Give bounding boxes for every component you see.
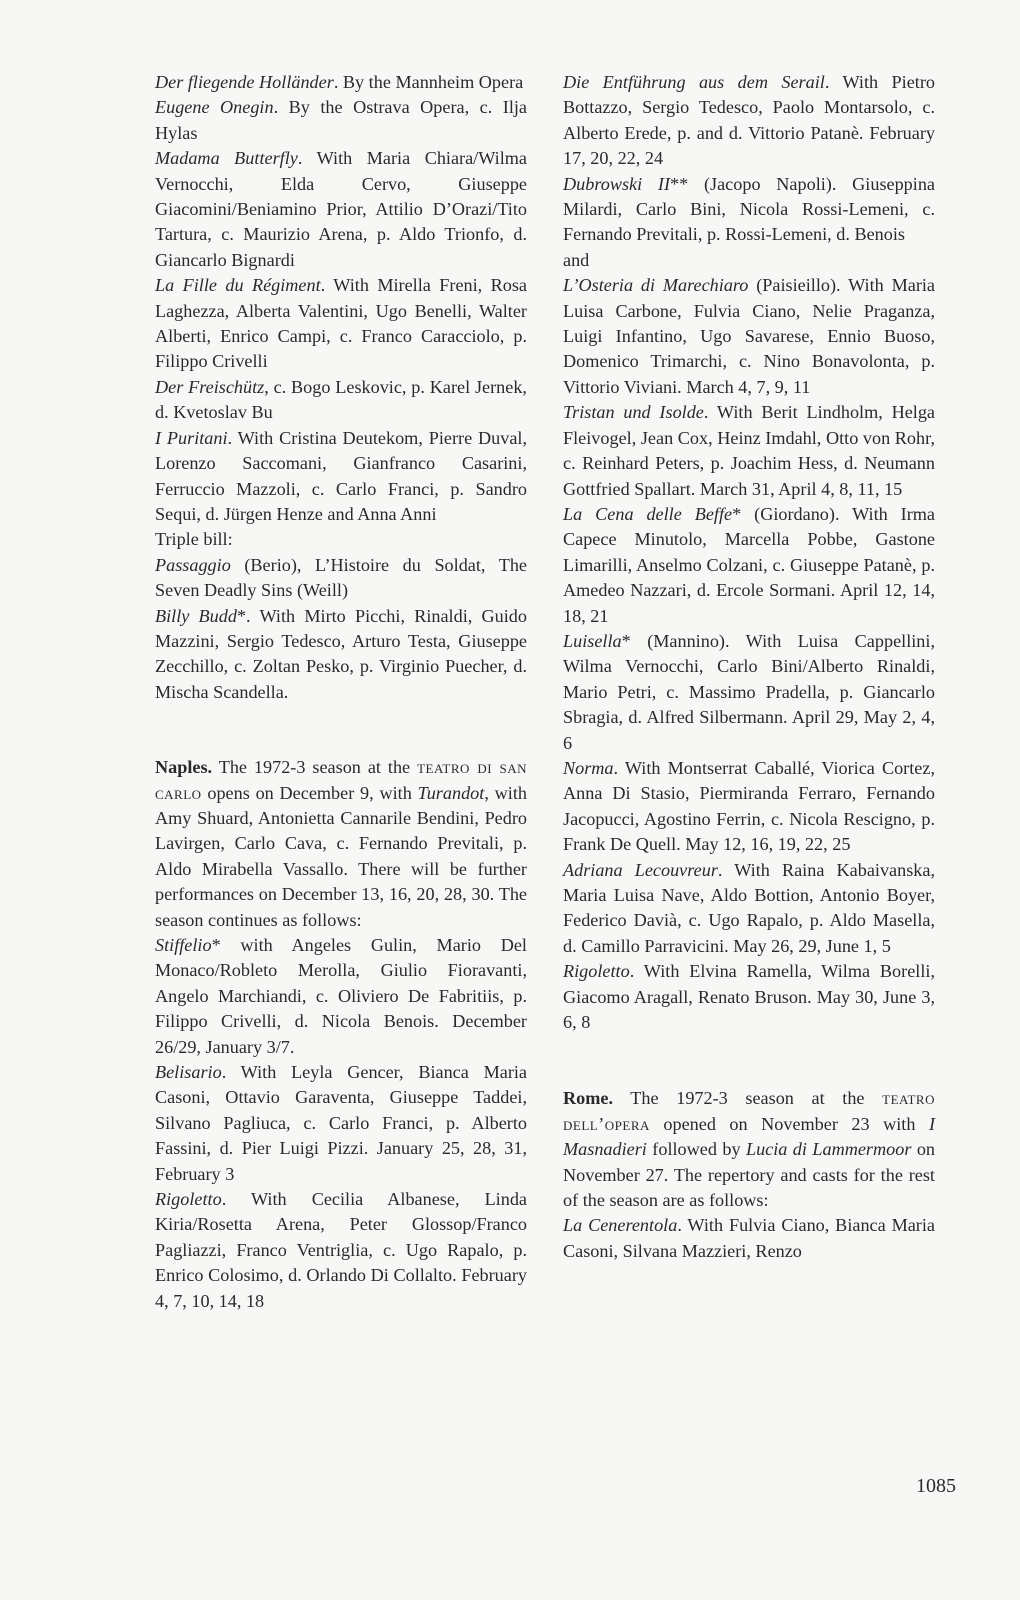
entry-text: . With Cristina Deutekom, Pierre Duval, Lorenzo Saccomani, Gianfranco Casarini, Ferruccio Mazzoli, c. Carlo Franci, p. Sandro Sequi, d. Jürgen Henze and Anna Anni: [155, 427, 527, 524]
entry-rigoletto-naples-1: [155, 1187, 527, 1314]
entry-text: ** (Jacopo Napoli). Giuseppina Milardi, Carlo Bini, Nicola Rossi-Lemeni, c. Fernando Previtali, p. Rossi-Lemeni, d. Benois: [563, 173, 935, 245]
entry-rigoletto-naples-2: [563, 959, 935, 1035]
section-gap: [563, 1035, 935, 1086]
entry-la-fille-du-regiment: [155, 273, 527, 375]
opera-title: Luisella: [563, 630, 622, 651]
opera-title: Norma: [563, 757, 614, 778]
opera-title: I Puritani: [155, 427, 228, 448]
entry-adriana-lecouvreur: [563, 858, 935, 960]
opera-title: Passaggio: [155, 554, 231, 575]
entry-i-puritani: [155, 426, 527, 528]
opera-title: Eugene Onegin: [155, 97, 274, 118]
entry-die-entfuhrung: [563, 70, 935, 172]
opera-title: Rigoletto: [155, 1189, 222, 1210]
opera-title: Lucia di Lammermoor: [745, 1139, 912, 1160]
entry-text: . With Pietro Bottazzo, Sergio Tedesco, Paolo Montarsolo, c. Alberto Erede, p. and d. Vittorio Patanè. February 17, 20, 22, 24: [563, 72, 935, 169]
entry-text: , c. Bogo Leskovic, p. Karel Jernek, d. Kvetoslav Bu: [155, 376, 527, 423]
intro-text: opens on December 9, with: [201, 782, 418, 803]
intro-text: on November 27. The repertory and casts for the rest of the season are as follows:: [563, 1139, 936, 1211]
entry-billy-budd: [155, 604, 527, 706]
entry-der-freischutz: [155, 375, 527, 426]
intro-text: followed by: [646, 1139, 746, 1160]
entry-la-cena-delle-beffe: [563, 502, 935, 629]
left-column: [155, 70, 527, 1314]
entry-text: *. With Mirto Picchi, Rinaldi, Guido Mazzini, Sergio Tedesco, Arturo Testa, Giuseppe Zecchillo, c. Zoltan Pesko, p. Virginio Puecher, d. Mischa Scandella.: [155, 605, 527, 702]
entry-norma: [563, 756, 935, 858]
entry-losteria-di-marechiaro: [563, 273, 935, 400]
entry-stiffelio: [155, 933, 527, 1060]
entry-text: (Paisieillo). With Maria Luisa Carbone, Fulvia Ciano, Nelie Praganza, Luigi Infantino, Ugo Savarese, Ennio Buoso, Domenico Trimarchi, c. Nino Bonavolonta, p. Vittorio Viviani. March 4, 7, 9, 11: [563, 275, 936, 397]
naples-intro: [155, 755, 527, 933]
opera-title: Stiffelio: [155, 935, 212, 955]
entry-la-cenerentola: [563, 1213, 935, 1264]
entry-eugene-onegin: [155, 95, 527, 146]
entry-der-fliegende-hollander: [155, 70, 527, 95]
opera-title: Madama Butterfly: [155, 148, 298, 169]
venue-name: teatro di san carlo: [155, 757, 527, 803]
entry-text: Triple bill:: [155, 529, 233, 550]
rome-intro: [563, 1086, 935, 1213]
entry-belisario: [155, 1060, 527, 1187]
page-number: 1085: [916, 1475, 956, 1497]
opera-title: La Cenerentola: [563, 1215, 678, 1236]
entry-text: and: [563, 249, 590, 270]
entry-text: . With Raina Kabaivanska, Maria Luisa Nave, Aldo Bottion, Antonio Boyer, Federico Davià, c. Ugo Rapalo, p. Aldo Masella, d. Camillo Parravicini. May 26, 29, June 1, 5: [563, 859, 935, 956]
city-heading: Rome.: [563, 1088, 613, 1109]
entry-text: . With Leyla Gencer, Bianca Maria Casoni, Ottavio Garaventa, Giuseppe Taddei, Silvano Pagliuca, c. Carlo Franci, p. Alberto Fassini, d. Pier Luigi Pizzi. January 25, 28, 31, February 3: [155, 1062, 527, 1184]
entry-passaggio: [155, 553, 527, 604]
opera-title: Belisario: [155, 1062, 222, 1083]
entry-text: . With Fulvia Ciano, Bianca Maria Casoni, Silvana Mazzieri, Renzo: [563, 1215, 935, 1261]
opera-title: Adriana Lecouvreur: [563, 859, 718, 880]
opera-title: Turandot: [417, 782, 485, 803]
opera-title: La Fille du Régiment: [155, 275, 321, 296]
entry-text: . With Berit Lindholm, Helga Fleivogel, Jean Cox, Heinz Imdahl, Otto von Rohr, c. Reinhard Peters, p. Joachim Hess, d. Neumann Gottfried Spallart. March 31, April 4, 8, 11, 15: [563, 402, 935, 499]
intro-text: , with Amy Shuard, Antonietta Cannarile Bendini, Pedro Lavirgen, Carlo Cava, c. Fernando Previtali, p. Aldo Mirabella Vassallo. There will be further performances on December 13, 16, 20, 28, 30. The season continues as follows:: [155, 782, 527, 930]
intro-text: The 1972-3 season at the: [613, 1088, 883, 1109]
entry-tristan-und-isolde: [563, 400, 935, 502]
opera-title: L’Osteria di Marechiaro: [563, 275, 749, 296]
intro-text: opened on November 23 with: [649, 1113, 929, 1134]
intro-text: The 1972-3 season at the: [212, 757, 418, 778]
entry-text: . With Mirella Freni, Rosa Laghezza, Alberta Valentini, Ugo Benelli, Walter Alberti, Enrico Campi, c. Franco Caracciolo, p. Filippo Crivelli: [155, 275, 527, 372]
entry-and: [563, 248, 935, 273]
entry-madama-butterfly: [155, 146, 527, 273]
section-gap: [155, 705, 527, 755]
entry-text: . With Elvina Ramella, Wilma Borelli, Giacomo Aragall, Renato Bruson. May 30, June 3, 6, 8: [563, 961, 935, 1033]
entry-text: . With Montserrat Caballé, Viorica Cortez, Anna Di Stasio, Piermiranda Ferraro, Fernando Jacopucci, Agostino Ferrin, c. Nicola Rescigno, p. Frank De Quell. May 12, 16, 19, 22, 25: [563, 757, 935, 855]
entry-luisella: [563, 629, 935, 756]
opera-title: Der Freischütz: [155, 376, 265, 397]
opera-title: I Masnadieri: [563, 1113, 935, 1160]
right-column: [563, 70, 935, 1264]
entry-text: . By the Ostrava Opera, c. Ilja Hylas: [155, 97, 528, 143]
opera-title: Dubrowski II: [563, 173, 671, 194]
opera-title: Der fliegende Holländer: [155, 72, 334, 92]
opera-title: Billy Budd: [155, 605, 237, 626]
entry-text: * (Mannino). With Luisa Cappellini, Wilma Vernocchi, Carlo Bini/Alberto Rinaldi, Mario Petri, c. Massimo Pradella, p. Giancarlo Sbragia, d. Alfred Silbermann. April 29, May 2, 4, 6: [563, 630, 935, 753]
entry-text: * with Angeles Gulin, Mario Del Monaco/Robleto Merolla, Giulio Fioravanti, Angelo Marchiandi, c. Oliviero De Fabritiis, p. Filippo Crivelli, d. Nicola Benois. December 26/29, January 3/7.: [155, 935, 527, 1057]
opera-title: Tristan und Isolde: [563, 402, 704, 423]
entry-text: . With Maria Chiara/Wilma Vernocchi, Elda Cervo, Giuseppe Giacomini/Beniamino Prior, Attilio D’Orazi/Tito Tartura, c. Maurizio Arena, p. Aldo Trionfo, d. Giancarlo Bignardi: [155, 148, 527, 270]
opera-title: La Cena delle Beffe: [563, 503, 733, 524]
entry-text: . By the Mannheim Opera: [333, 72, 524, 92]
opera-title: Rigoletto: [563, 961, 630, 982]
entry-triple-bill: [155, 527, 527, 552]
entry-text: . With Cecilia Albanese, Linda Kiria/Rosetta Arena, Peter Glossop/Franco Pagliazzi, Franco Ventriglia, c. Ugo Rapalo, p. Enrico Colosimo, d. Orlando Di Collalto. February 4, 7, 10, 14, 18: [155, 1189, 527, 1311]
city-heading: Naples.: [155, 757, 213, 778]
venue-name: teatro dell’opera: [563, 1088, 935, 1134]
entry-text: (Berio), L’Histoire du Soldat, The Seven Deadly Sins (Weill): [155, 554, 527, 601]
entry-dubrowski-ii: [563, 172, 935, 248]
opera-title: Die Entführung aus dem Serail: [563, 72, 825, 92]
entry-text: * (Giordano). With Irma Capece Minutolo, Marcella Pobbe, Gastone Limarilli, Anselmo Colzani, c. Giuseppe Patanè, p. Amedeo Nazzari, d. Ercole Sormani. April 12, 14, 18, 21: [563, 503, 935, 626]
